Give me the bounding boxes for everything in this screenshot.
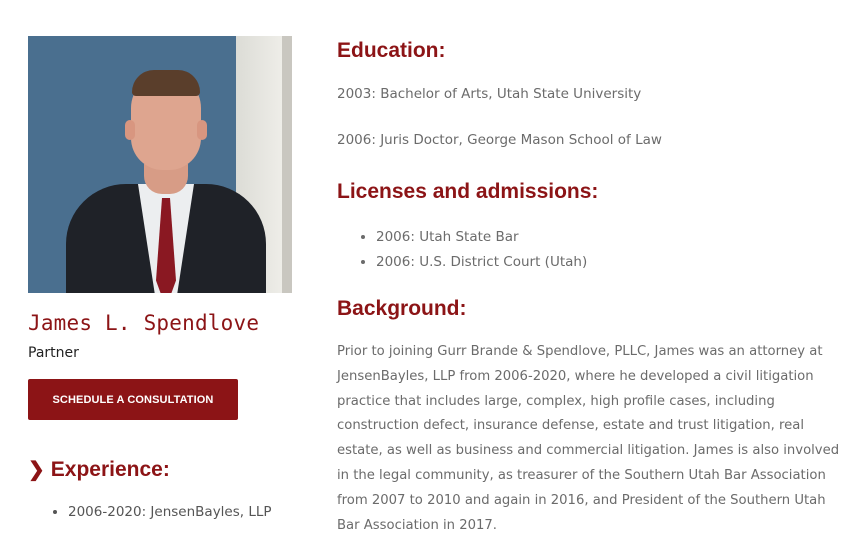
education-heading: Education: <box>337 39 446 62</box>
experience-list <box>52 504 272 520</box>
education-item: 2006: Juris Doctor, George Mason School of Law <box>337 132 662 148</box>
attorney-name: James L. Spendlove <box>28 311 260 335</box>
licenses-list <box>360 225 587 275</box>
background-text: Prior to joining Gurr Brande & Spendlove, PLLC, James was an attorney at JensenBayles, LLP from 2006-2020, where he developed a civil litigation practice that includes large, complex, high profile cases, including construction defect, insurance defense, estate and trust litigation, real estate, as well as business and commercial litigation. James is also involved in the legal community, as treasurer of the Southern Utah Bar Association from 2007 to 2010 and again in 2016, and President of the Southern Utah Bar Association in 2017. <box>337 344 840 533</box>
list-item: • 2006-2020: JensenBayles, LLP <box>68 504 272 520</box>
attorney-role: Partner <box>28 345 79 361</box>
schedule-consultation-button[interactable]: SCHEDULE A CONSULTATION <box>28 379 238 420</box>
list-item: • 2006: U.S. District Court (Utah) <box>376 250 587 275</box>
list-item: • 2006: Utah State Bar <box>376 225 587 250</box>
experience-heading-label: Experience: <box>50 458 170 481</box>
experience-heading <box>28 458 170 482</box>
background-heading: Background: <box>337 297 467 320</box>
education-item: 2003: Bachelor of Arts, Utah State University <box>337 86 642 102</box>
chevron-right-icon: ❯ <box>28 459 45 481</box>
profile-photo <box>28 36 292 293</box>
licenses-heading: Licenses and admissions: <box>337 180 599 203</box>
